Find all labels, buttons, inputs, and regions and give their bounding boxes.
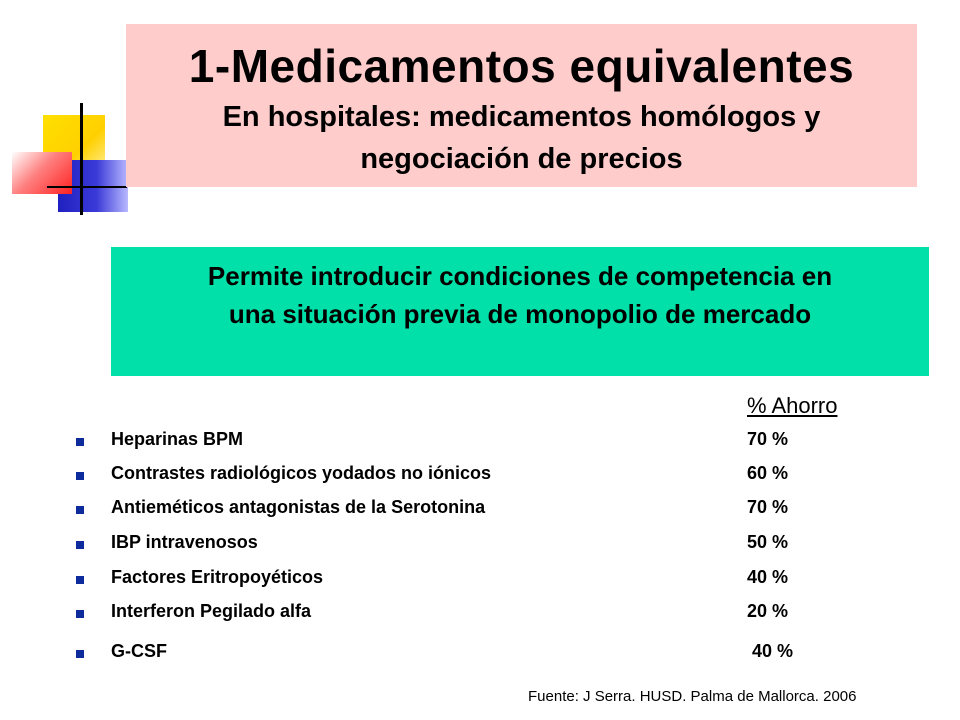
list-item — [0, 496, 960, 526]
slide-subtitle — [126, 96, 917, 180]
list-item-label: IBP intravenosos — [111, 532, 258, 552]
list-item-value: 40 % — [752, 641, 794, 661]
list-item-label: Heparinas BPM — [111, 429, 244, 449]
list-item-value: 70 % — [747, 429, 789, 449]
subtitle-line-2: negociación de precios — [360, 143, 683, 175]
source-citation: Fuente: J Serra. HUSD. Palma de Mallorca. 2006 — [528, 688, 857, 705]
list-item-value: 50 % — [747, 532, 789, 552]
square-bullet-icon — [76, 438, 84, 446]
list-item — [0, 640, 960, 670]
title-banner — [126, 24, 917, 187]
slide-title: 1-Medicamentos equivalentes — [188, 40, 855, 92]
highlight-callout — [111, 247, 929, 376]
list-item-label: Contrastes radiológicos yodados no iónicos — [111, 463, 492, 483]
list-item-label: G-CSF — [111, 641, 167, 661]
list-item-label: Factores Eritropoyéticos — [111, 567, 324, 587]
logo-vertical-line — [80, 103, 83, 215]
list-item — [0, 531, 960, 561]
list-item-label: Interferon Pegilado alfa — [111, 601, 312, 621]
list-item — [0, 462, 960, 492]
callout-line-1: Permite introducir condiciones de competencia en — [207, 261, 833, 291]
list-item — [0, 600, 960, 630]
square-bullet-icon — [76, 472, 84, 480]
decorative-squares-logo-icon — [0, 0, 140, 230]
square-bullet-icon — [76, 541, 84, 549]
callout-text — [111, 257, 929, 333]
square-bullet-icon — [76, 506, 84, 514]
callout-line-2: una situación previa de monopolio de mercado — [228, 299, 812, 329]
list-item-value: 70 % — [747, 497, 789, 517]
list-item-label: Antieméticos antagonistas de la Serotonina — [111, 497, 486, 517]
list-item-value: 60 % — [747, 463, 789, 483]
square-bullet-icon — [76, 610, 84, 618]
list-item-value: 40 % — [747, 567, 789, 587]
square-bullet-icon — [76, 576, 84, 584]
list-item — [0, 428, 960, 458]
subtitle-line-1: En hospitales: medicamentos homólogos y — [222, 101, 821, 133]
list-item-value: 20 % — [747, 601, 789, 621]
logo-horizontal-line — [47, 186, 127, 188]
list-item — [0, 566, 960, 596]
square-bullet-icon — [76, 650, 84, 658]
savings-column-header: % Ahorro — [747, 393, 838, 418]
